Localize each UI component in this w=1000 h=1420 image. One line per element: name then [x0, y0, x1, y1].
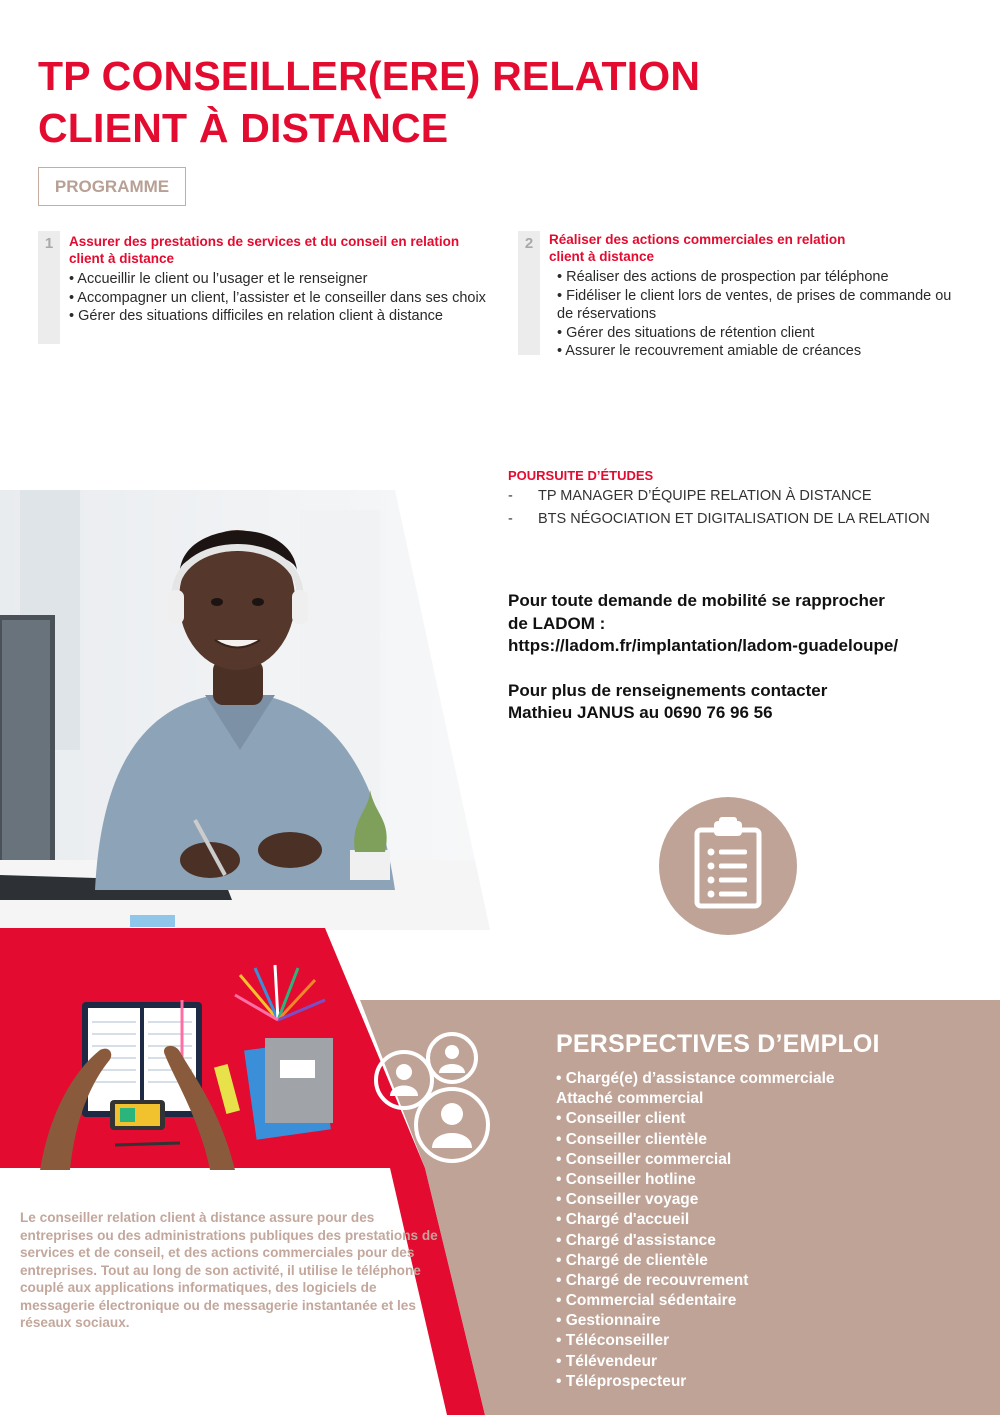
- list-item: [508, 488, 930, 511]
- block-1-heading: Assurer des prestations de services et du conseil en relation client à distance: [69, 234, 460, 266]
- programme-block-1: [69, 233, 489, 326]
- list-item: • Téléconseiller: [556, 1332, 670, 1350]
- page-title: [38, 50, 798, 154]
- list-item: • Chargé de clientèle: [556, 1251, 708, 1269]
- block-1-number: 1: [38, 231, 60, 344]
- list-item: • Conseiller commercial: [556, 1150, 732, 1168]
- notebook-desk-illustration: [40, 960, 340, 1170]
- list-item: • Téléprospecteur: [556, 1372, 687, 1390]
- dash: -: [508, 511, 513, 527]
- list-item: • Fidéliser le client lors de ventes, de prises de commande ou de réservations: [557, 287, 952, 322]
- programme-badge: PROGRAMME: [38, 167, 186, 206]
- programme-block-2: [549, 231, 969, 361]
- list-item: • Accompagner un client, l’assister et le conseiller dans ses choix: [69, 289, 486, 306]
- list-item: • Gérer des situations difficiles en relation client à distance: [69, 308, 443, 324]
- poursuite-list: [508, 488, 930, 534]
- list-item: • Télévendeur: [556, 1352, 658, 1370]
- mobility-line-1: Pour toute demande de mobilité se rapprocher: [508, 591, 885, 610]
- ladom-link[interactable]: https://ladom.fr/implantation/ladom-guadeloupe/: [508, 636, 899, 655]
- list-item: • Conseiller client: [556, 1110, 686, 1128]
- list-item: • Gestionnaire: [556, 1312, 661, 1330]
- list-item: • Chargé(e) d’assistance commerciale: [556, 1070, 835, 1087]
- poursuite-item: BTS NÉGOCIATION ET DIGITALISATION DE LA RELATION: [538, 511, 930, 527]
- list-item: Attaché commercial: [556, 1090, 704, 1108]
- contact-block: [508, 590, 978, 725]
- dash: -: [508, 488, 513, 504]
- block-1-list: [69, 270, 489, 326]
- block-2-number: 2: [518, 231, 540, 355]
- list-item: • Gérer des situations de rétention client: [557, 324, 815, 341]
- list-item: • Chargé d'accueil: [556, 1211, 690, 1229]
- mobility-line-2: de LADOM :: [508, 613, 606, 633]
- perspectives-title: PERSPECTIVES D’EMPLOI: [556, 1030, 880, 1058]
- poursuite-item: TP MANAGER D’ÉQUIPE RELATION À DISTANCE: [538, 488, 872, 504]
- job-description: Le conseiller relation client à distance assure pour des entreprises ou des administrations publiques des prestations de services et de conseil, et des actions commerciales pour des entreprises. Tout au long de son activité, il utilise le téléphone couplé aux applications informatiques, des logiciels de messagerie électronique ou de messagerie instantanée et les réseaux sociaux.: [20, 1210, 438, 1330]
- man-headset-photo: [0, 490, 490, 930]
- list-item: • Assurer le recouvrement amiable de créances: [557, 343, 862, 359]
- title-line-1: TP CONSEILLER(ERE) RELATION: [38, 53, 701, 99]
- list-item: • Accueillir le client ou l’usager et le renseigner: [69, 271, 368, 287]
- list-item: • Chargé d'assistance: [556, 1231, 716, 1249]
- poursuite-title: POURSUITE D’ÉTUDES: [508, 468, 654, 483]
- perspectives-list: [556, 1069, 835, 1392]
- clipboard-icon: [659, 797, 797, 935]
- list-item: • Chargé de recouvrement: [556, 1271, 749, 1289]
- info-line-1: Pour plus de renseignements contacter: [508, 680, 828, 700]
- block-2-heading: Réaliser des actions commerciales en relation client à distance: [549, 232, 846, 264]
- list-item: • Conseiller clientèle: [556, 1130, 708, 1148]
- list-item: • Réaliser des actions de prospection par téléphone: [557, 269, 889, 285]
- list-item: [508, 511, 930, 534]
- list-item: • Conseiller hotline: [556, 1170, 696, 1188]
- block-2-list: [557, 268, 969, 361]
- list-item: • Conseiller voyage: [556, 1191, 699, 1209]
- title-line-2: CLIENT À DISTANCE: [38, 105, 449, 151]
- people-network-icon: [372, 1030, 497, 1165]
- info-line-2: Mathieu JANUS au 0690 76 96 56: [508, 703, 773, 722]
- list-item: • Commercial sédentaire: [556, 1292, 737, 1310]
